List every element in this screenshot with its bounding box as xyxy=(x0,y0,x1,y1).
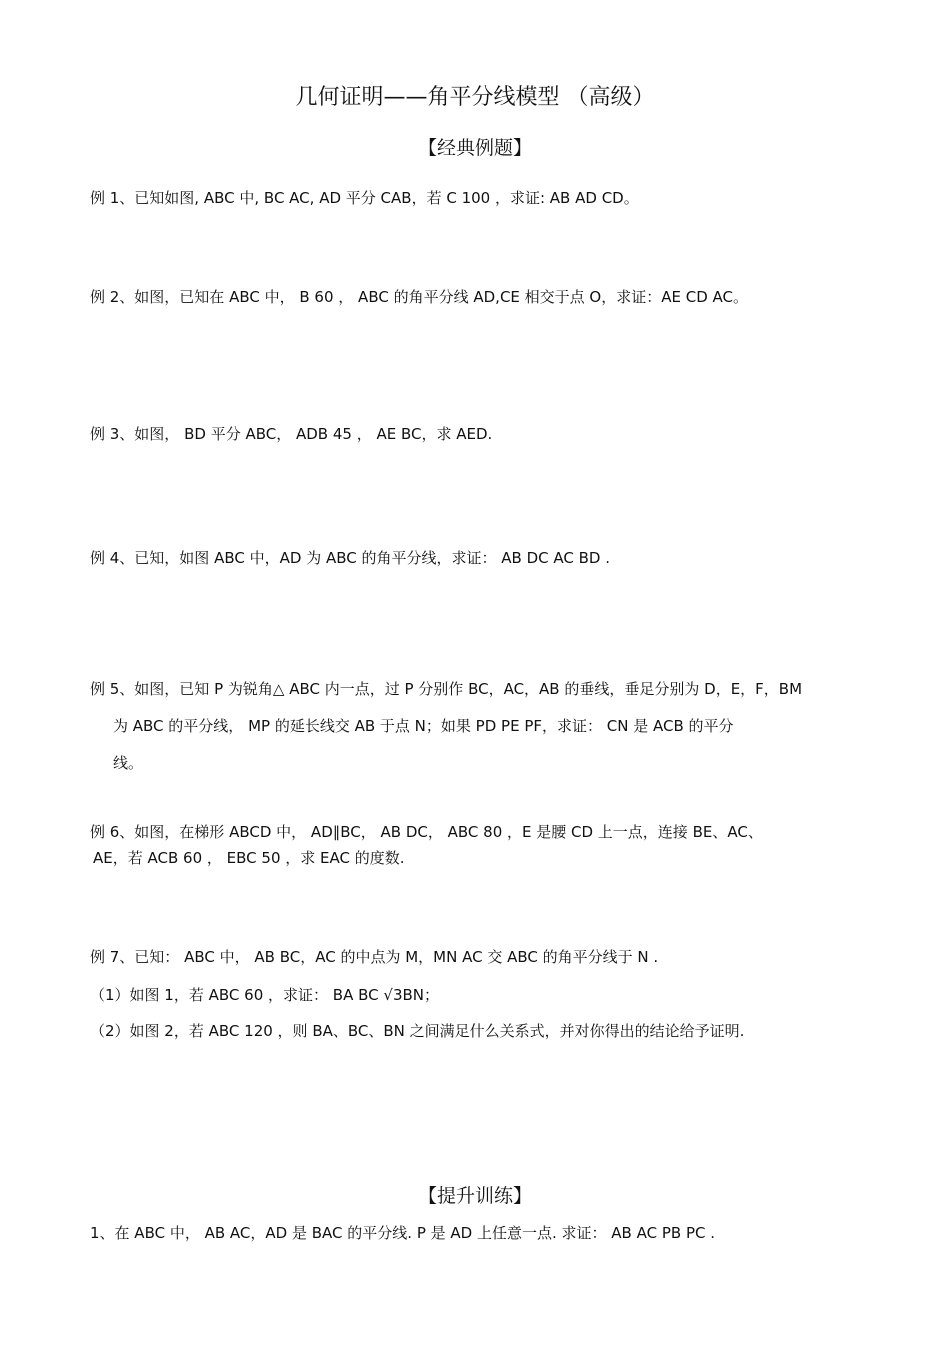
example-7-part-2: （2）如图 2，若 ABC 120 ，则 BA、BC、BN 之间满足什么关系式，并对你得出的结论给予证明. xyxy=(90,1022,745,1040)
document-title: 几何证明——角平分线模型 （高级） xyxy=(295,85,655,110)
section-training: 【提升训练】 xyxy=(417,1185,532,1207)
example-5-line-1: 例 5、如图，已知 P 为锐角△ ABC 内一点，过 P 分别作 BC，AC，AB 的垂线，垂足分别为 D，E，F，BM xyxy=(90,680,803,698)
sqrt-3: √3 xyxy=(383,986,403,1004)
training-1: 1、在 ABC 中， AB AC，AD 是 BAC 的平分线. P 是 AD 上任意一点. 求证： AB AC PB PC . xyxy=(90,1224,715,1242)
example-1: 例 1、已知如图, ABC 中, BC AC, AD 平分 CAB，若 C 100 ，求证: AB AD CD。 xyxy=(90,189,639,207)
example-4: 例 4、已知，如图 ABC 中，AD 为 ABC 的角平分线，求证： AB DC AC BD . xyxy=(90,549,610,567)
example-7-part-1-text: （1）如图 1，若 ABC 60 ，求证： BA BC xyxy=(90,986,379,1004)
example-7-line-1: 例 7、已知： ABC 中， AB BC，AC 的中点为 M，MN AC 交 ABC 的角平分线于 N . xyxy=(90,948,659,966)
example-5-line-2: 为 ABC 的平分线， MP 的延长线交 AB 于点 N；如果 PD PE PF，求证： CN 是 ACB 的平分 xyxy=(113,717,734,735)
example-7-part-1-bn: BN； xyxy=(402,986,440,1004)
example-7-part-1 xyxy=(90,984,439,1005)
section-classic-examples: 【经典例题】 xyxy=(417,137,532,159)
example-6-line-1: 例 6、如图，在梯形 ABCD 中， AD∥BC， AB DC， ABC 80 ，E 是腰 CD 上一点，连接 BE、AC、 xyxy=(90,823,763,841)
example-3: 例 3、如图， BD 平分 ABC， ADB 45 ， AE BC，求 AED. xyxy=(90,425,493,443)
example-2: 例 2、如图，已知在 ABC 中， B 60 ， ABC 的角平分线 AD,CE 相交于点 O，求证：AE CD AC。 xyxy=(90,288,749,306)
example-6-line-2: AE，若 ACB 60 ， EBC 50 ，求 EAC 的度数. xyxy=(93,849,405,867)
example-5-line-3: 线。 xyxy=(113,754,144,772)
